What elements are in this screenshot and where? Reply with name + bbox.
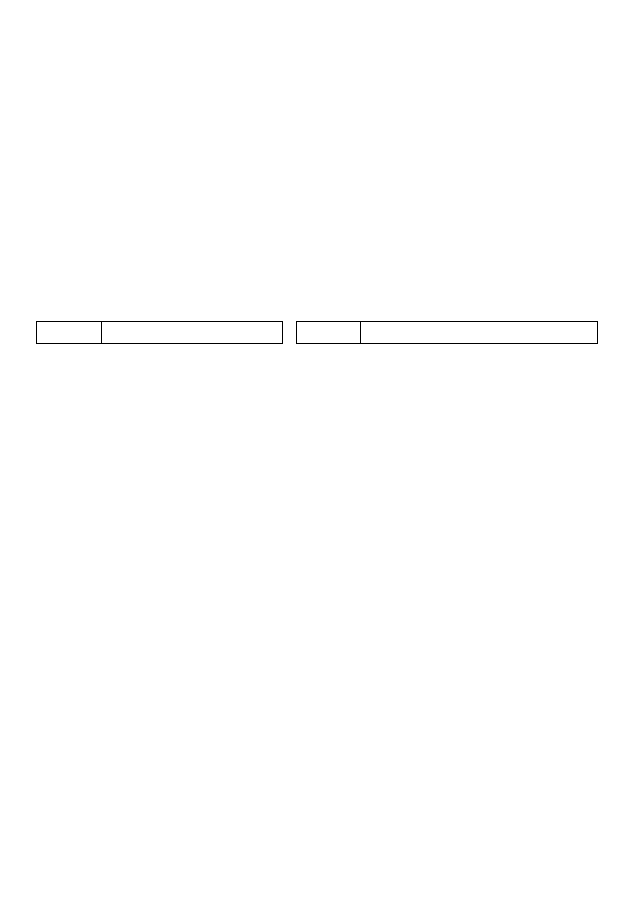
header-description-left: [101, 322, 282, 344]
header-terminal-no-left: [37, 322, 102, 344]
wiring-diagram: [0, 78, 619, 278]
header-description-right: [361, 322, 598, 344]
header-terminal-no-right: [296, 322, 361, 344]
terminal-table: [36, 321, 598, 344]
table-spacer: [282, 322, 296, 344]
